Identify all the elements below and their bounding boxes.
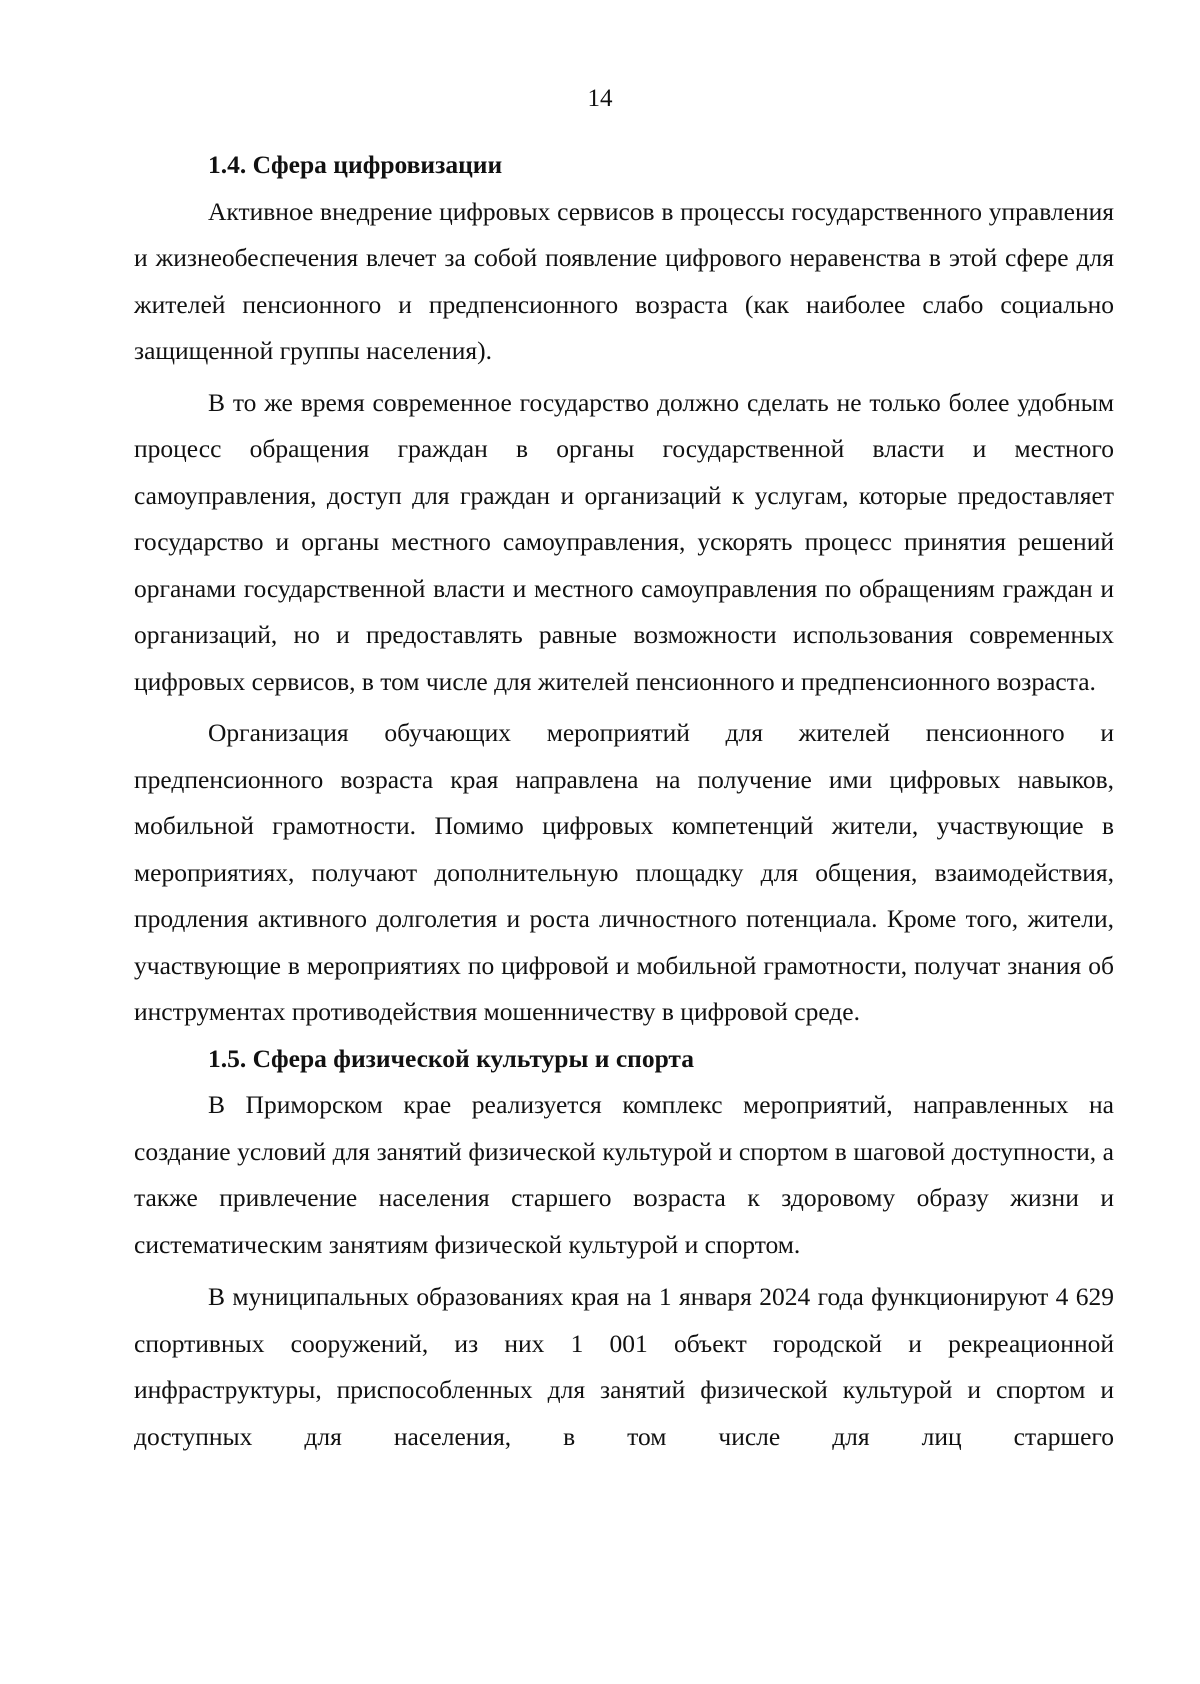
paragraph: Активное внедрение цифровых сервисов в процессы государственного управления и жизнеобеспечения влечет за собой появление цифрового неравенства в этой сфере для жителей пенсионного и предпенсионного возраста (как наиболее слабо социально защищенной группы населения).: [134, 196, 1114, 365]
paragraph: В то же время современное государство должно сделать не только более удобным процесс обращения граждан в органы государственной власти и местного самоуправления, доступ для граждан и организаций к услугам, которые предоставляет государство и органы местного самоуправления, ускорять процесс принятия решений органами государственной власти и местного самоуправления по обращениям граждан и организаций, но и предоставлять равные возможности использования современных цифровых сервисов, в том числе для жителей пенсионного и предпенсионного возраста.: [134, 387, 1114, 696]
paragraph: В Приморском крае реализуется комплекс мероприятий, направленных на создание условий для занятий физической культурой и спортом в шаговой доступности, а также привлечение населения старшего возраста к здоровому образу жизни и систематическим занятиям физической культурой и спортом.: [134, 1090, 1114, 1259]
page-number: 14: [587, 85, 613, 112]
section-digitalization: [134, 142, 1114, 1036]
section-heading: 1.5. Сфера физической культуры и спорта: [208, 1043, 695, 1073]
document-body: [134, 142, 1114, 1460]
section-heading: 1.4. Сфера цифровизации: [208, 150, 503, 179]
paragraph: Организация обучающих мероприятий для жителей пенсионного и предпенсионного возраста края направлена на получение ими цифровых навыков, мобильной грамотности. Помимо цифровых компетенций жители, участвующие в мероприятиях, получают дополнительную площадку для общения, взаимодействия, продления активного долголетия и роста личностного потенциала. Кроме того, жители, участвующие в мероприятиях по цифровой и мобильной грамотности, получат знания об инструментах противодействия мошенничеству в цифровой среде.: [134, 718, 1114, 1026]
paragraph: В муниципальных образованиях края на 1 января 2024 года функционируют 4 629 спортивных сооружений, из них 1 001 объект городской и рекреационной инфраструктуры, приспособленных для занятий физической культурой и спортом и доступных для населения, в том числе для лиц старшего: [134, 1282, 1114, 1451]
section-sports: [134, 1036, 1114, 1461]
